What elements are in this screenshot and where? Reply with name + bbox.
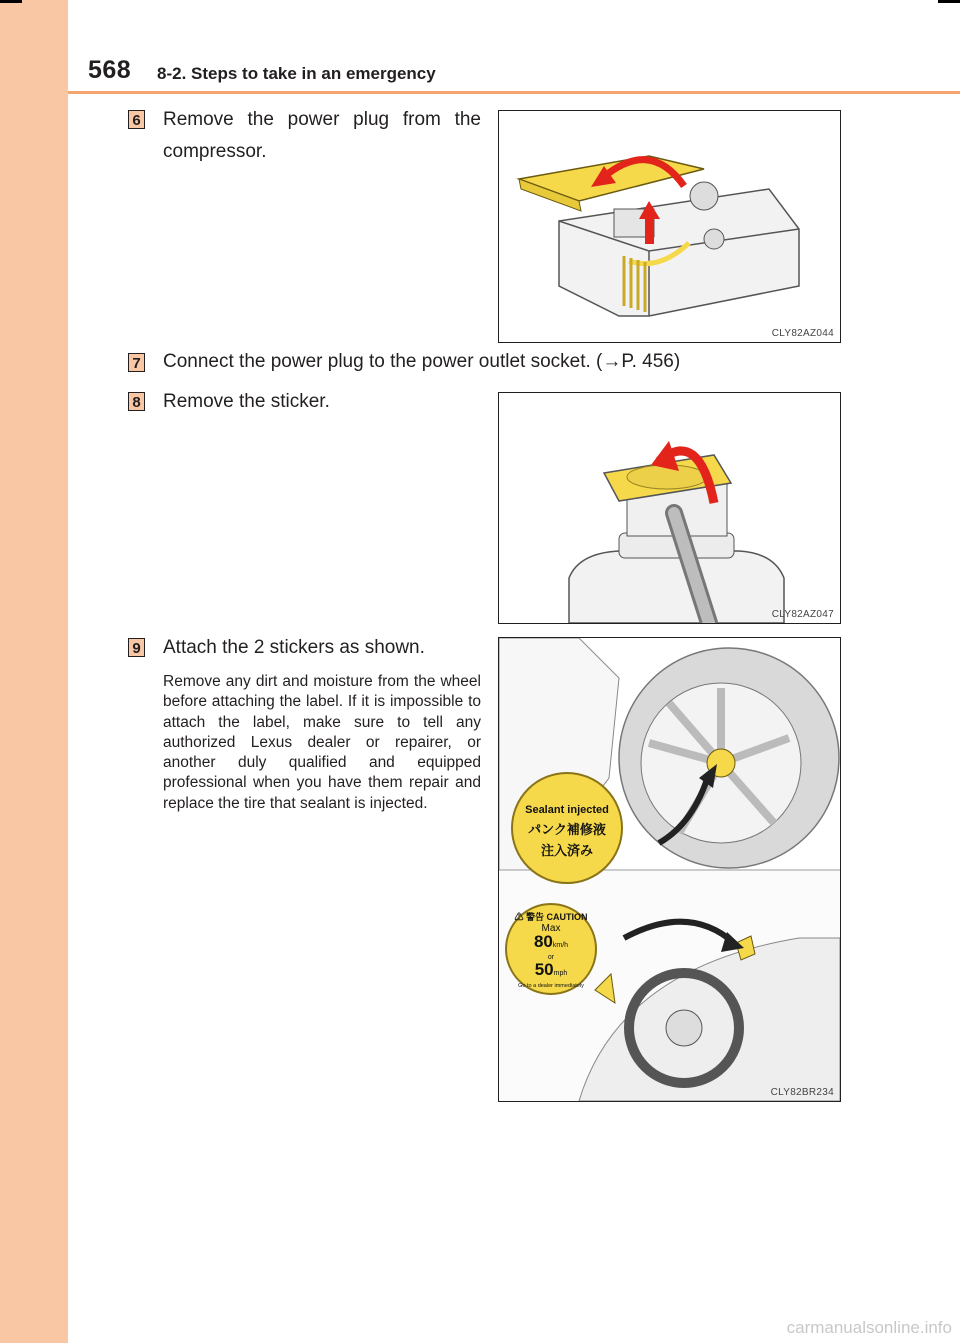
figure-code: CLY82BR234 (770, 1087, 834, 1098)
speed-sticker-warning: 警告 (526, 912, 545, 922)
speed-sticker-mph-value: 50 (534, 960, 554, 979)
speed-sticker-mph-unit: mph (553, 970, 568, 977)
sealant-sticker-jp1: パンク補修液 (528, 822, 606, 837)
step-9-text: Attach the 2 stickers as shown. (163, 637, 425, 658)
crop-mark-right (938, 0, 960, 3)
figure-stickers (498, 637, 841, 1102)
watermark: carmanualsonline.info (786, 1318, 952, 1337)
sealant-sticker-en: Sealant injected (525, 804, 609, 816)
speed-sticker-or: or (547, 954, 555, 961)
step-8-text: Remove the sticker. (163, 391, 330, 412)
figure-compressor (498, 110, 841, 343)
step-7-text: Connect the power plug to the power outlet socket. (→P. 456) (163, 351, 681, 372)
figure-code: CLY82AZ047 (771, 609, 834, 620)
speed-sticker (505, 903, 597, 995)
step-badge-7: 7 (128, 353, 145, 372)
step-badge-6: 6 (128, 110, 145, 129)
header-rule (68, 91, 960, 94)
step-badge-9: 9 (128, 638, 145, 657)
sealant-sticker (511, 772, 623, 884)
speed-sticker-max: Max (541, 923, 561, 934)
page-number: 568 (88, 56, 132, 84)
page-sidebar (0, 0, 68, 1343)
sealant-bottle-illustration (499, 393, 840, 623)
figure-sealant-bottle (498, 392, 841, 624)
sealant-sticker-jp2: 注入済み (540, 843, 593, 858)
warning-icon: ⚠ (514, 912, 524, 922)
figure-code: CLY82AZ044 (771, 328, 834, 339)
speed-sticker-kmh-unit: km/h (552, 942, 569, 949)
section-title: 8-2. Steps to take in an emergency (157, 64, 436, 83)
crop-mark-left (0, 0, 22, 3)
step-badge-8: 8 (128, 392, 145, 411)
step-6-text: Remove the power plug from the compressor. (163, 109, 481, 162)
speed-sticker-caution: CAUTION (546, 912, 588, 922)
speed-sticker-dealer: Go to a dealer immediately (518, 983, 584, 989)
compressor-illustration (499, 111, 840, 342)
step-9-note: Remove any dirt and moisture from the wheel before attaching the label. If it is impossible to attach the label, make sure to tell any authorized Lexus dealer or repairer, or another duly qualified and equipped professional when you have them repair and replace the tire that sealant is injected. (163, 673, 481, 812)
speed-sticker-kmh-value: 80 (533, 932, 553, 951)
